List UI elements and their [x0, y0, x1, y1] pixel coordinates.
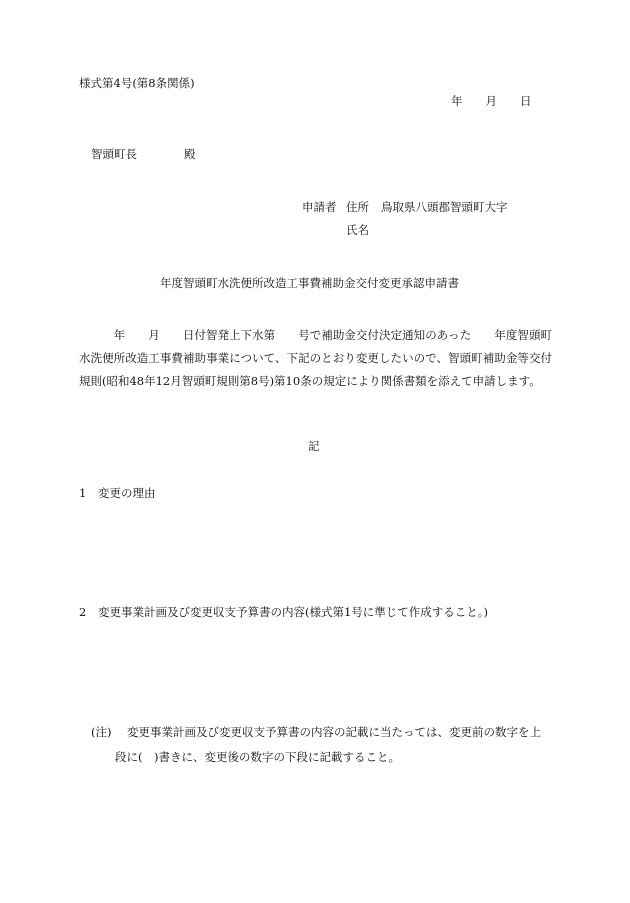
item-1-text: 変更の理由	[98, 486, 156, 500]
address-value: 鳥取県八頭郡智頭町大字	[381, 200, 508, 214]
body-paragraph: 年 月 日付智発上下水第 号で補助金交付決定通知のあった 年度智頭町水洗便所改造工事費補助事業について、下記のとおり変更したいので、智頭町補助金等交付規則(昭和48年12月智頭町規則第8号)第10条の規定により関係書類を添えて申請します。	[79, 328, 552, 388]
name-label: 氏名	[346, 223, 369, 237]
addressee-honorific: 殿	[184, 147, 196, 161]
note-line-2: 段に( )書きに、変更後の数字の下段に記載すること。	[115, 750, 400, 764]
address-label: 住所	[346, 200, 369, 214]
item-1-number: 1	[79, 486, 87, 500]
ki-heading: 記	[308, 439, 320, 453]
form-number: 様式第4号(第8条関係)	[79, 76, 195, 90]
date-line: 年 月 日	[451, 94, 532, 108]
item-2-text: 変更事業計画及び変更収支予算書の内容(様式第1号に準じて作成すること。)	[98, 605, 489, 619]
note-label: (注)	[91, 725, 112, 739]
applicant-label: 申請者	[302, 200, 337, 214]
addressee-name: 智頭町長	[91, 147, 137, 161]
note-line-1: 変更事業計画及び変更収支予算書の内容の記載に当たっては、変更前の数字を上	[127, 725, 541, 739]
document-title: 年度智頭町水洗便所改造工事費補助金交付変更承認申請書	[160, 276, 459, 290]
item-2-number: 2	[79, 605, 87, 619]
